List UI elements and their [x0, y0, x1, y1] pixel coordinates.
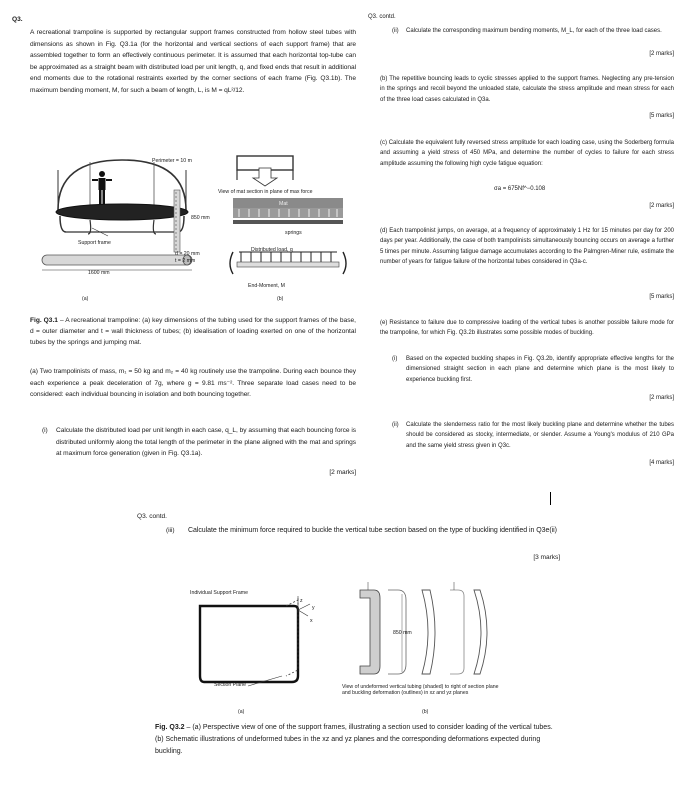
marks-c: [2 marks] [649, 203, 674, 209]
thickness-label: t = 2 mm [175, 258, 196, 264]
mat-label: Mat [279, 201, 288, 207]
end-moment-arrow-icon [343, 252, 346, 274]
tube [42, 255, 192, 265]
distributed-load-arrows [239, 252, 337, 262]
buckling-shapes [350, 578, 510, 683]
axis-y [298, 604, 310, 610]
contd-label: Q3. contd. [368, 14, 396, 20]
part-c: (c) Calculate the equivalent fully reversed stress amplitude for each loading case, using the Soderberg formula and assuming a yield stress of 450 MPa, and determine the number of cycles to failure for each stress amplitude assuming the following high cycle fatigue equation: [380, 140, 674, 167]
marks-e-ii: [4 marks] [649, 460, 674, 466]
part-e: (e) Resistance to failure due to compressive loading of the vertical tubes is another possible failure mode for the trampoline, for which Fig. Q3.2b illustrates some possible modes of buckling. [380, 320, 674, 337]
mat [56, 204, 188, 220]
length-label: 1600 mm [88, 270, 110, 276]
marks-d: [5 marks] [649, 294, 674, 300]
beam-idealisation-figure [215, 152, 365, 284]
caption-label: Fig. Q3.1 [30, 317, 58, 324]
axis-x-label: x [310, 618, 313, 624]
axis-z-label: z [300, 598, 303, 604]
fig-b-label-bottom: (b) [422, 709, 429, 715]
support-frame-perspective [186, 596, 336, 706]
trampoline-figure [30, 150, 200, 290]
axis-x [298, 610, 308, 616]
part-ii: Calculate the corresponding maximum bending moments, M_L, for each of the three load cases. [406, 28, 662, 34]
part-iii: Calculate the minimum force required to buckle the vertical tube section based on the type of buckling identified in Q3e(ii) [188, 527, 557, 534]
part-e-i-label: (i) [392, 356, 398, 362]
question-number: Q3. [12, 16, 23, 23]
part-e-i: Based on the expected buckling shapes in Fig. Q3.2b, identify appropriate effective lengths for the dimensioned straight section in each plane and determine which plane is the most likely to experience buckling first. [406, 356, 674, 383]
part-e-ii-label: (ii) [392, 422, 399, 428]
question-a-i: Calculate the distributed load per unit length in each case, q_L, by assuming that each bouncing force is distributed uniformly along the total length of the perimeter in the plane aligned with the mat and springs at maximum force generation (given in Fig. Q3.1a). [56, 427, 356, 458]
end-moment-arrow-icon [230, 252, 233, 274]
fig-b-label: (b) [277, 296, 284, 302]
undeformed-tube [360, 590, 380, 674]
frame-outline [200, 606, 298, 682]
contd-label-bottom: Q3. contd. [137, 513, 167, 520]
text-cursor [550, 492, 551, 505]
marks-a-i: [2 marks] [329, 469, 356, 476]
part-iii-label: (iii) [166, 527, 175, 534]
buckled-yz-outline [474, 590, 487, 674]
fig-b-note: View of undeformed vertical tubing (shaded) to right of section plane and buckling deformation (outlines) in xz and yz planes [342, 684, 499, 697]
person-icon [92, 171, 112, 204]
tube-height-label: 850 mm [393, 630, 412, 636]
undeformed-tube-yz [450, 590, 464, 674]
question-a-i-label: (i) [42, 427, 48, 434]
intro-paragraph: A recreational trampoline is supported by rectangular support frames constructed from hollow steel tubes with dimensions as shown in Fig. Q3.1a (for the horizontal and vertical sections of each support frame) that are assembled together to form an effectively continuous perimeter. It is assumed that each horizontal top-tube can be approximated as a straight beam with distributed load per unit length, q, and fixed ends that result in additional end moments due to the rotational restraints exerted by the corner sections of each frame (Fig. Q3.1b). The maximum bending moment, M, for such a beam of length, L, is M = qL²/12. [30, 29, 356, 94]
support-frame-label: Support frame [78, 240, 111, 246]
part-e-ii: Calculate the slenderness ratio for the most likely buckling plane and determine whether the tubes should be considered as stocky, intermediate, or slender. Assume a Young's modulus of 210 GPa and the same yield stress given in Q3c. [406, 422, 674, 449]
question-a: (a) Two trampolinists of mass, m₁ = 50 kg and m₂ = 40 kg routinely use the trampoline. During each bounce they each experience a peak deceleration of 7g, where g = 9.81 ms⁻². Three separate load cases need to be considered: each individual bouncing in isolation and both bouncing together. [30, 368, 356, 399]
section-plane [286, 600, 298, 676]
marks-iii: [3 marks] [533, 554, 560, 561]
part-b: (b) The repetitive bouncing leads to cyclic stresses applied to the support frames. Neglecting any pre-tension in the springs and recoil beyond the unloaded state, calculate the stress amplitude and mean stress for each of the three load cases calculated in Q3a. [380, 76, 674, 103]
end-moment-label: End-Moment, M [248, 283, 285, 289]
perimeter-label: Perimeter = 10 m [152, 158, 192, 164]
mat-strip [233, 198, 343, 208]
vertical-tube [174, 190, 180, 252]
section-plane-label: Section Plane [214, 682, 247, 688]
buckled-xz-outline [422, 590, 435, 674]
fig-q3-1-caption [30, 315, 356, 349]
beam [237, 262, 339, 267]
net-arch [58, 160, 186, 210]
fig-a-label-bottom: (a) [238, 709, 245, 715]
fig-a-label: (a) [82, 296, 89, 302]
fig-q3-2-caption [155, 722, 555, 759]
caption-text-bottom: – (a) Perspective view of one of the support frames, illustrating a section used to consider loading of the vertical tubes. (b) Schematic illustrations of undeformed tubes in the xz and yz planes and the corresponding deformations expected during buckling. [155, 724, 553, 756]
marks-ii: [2 marks] [649, 51, 674, 57]
fatigue-equation: σa = 675Nf^−0.108 [494, 186, 546, 192]
part-ii-label: (ii) [392, 28, 399, 34]
caption-text: – A recreational trampoline: (a) key dimensions of the tubing used for the support frames of the base, d = outer diameter and t = wall thickness of tubes; (b) idealisation of loading exerted on one of the horizontal tubes by the springs and jumping mat. [30, 317, 356, 347]
marks-e-i: [2 marks] [649, 395, 674, 401]
frame-title: Individual Support Frame [190, 590, 248, 596]
axis-y-label: y [312, 605, 315, 611]
part-d: (d) Each trampolinist jumps, on average, at a frequency of approximately 1 Hz for 15 minutes per day for 200 days per year. Additionally, the case of both trampolinists simultaneously bouncing occurs on average a further 5 times per minute. Assuming fatigue damage accumulates according to the Palmgren-Miner rule, estimate the number of years for fatigue failure of the horizontal tubes considered in Q3a-c. [380, 228, 674, 266]
distributed-load-label: Distributed load, q [251, 247, 293, 253]
springs-label: springs [285, 230, 302, 236]
marks-b: [5 marks] [649, 113, 674, 119]
diameter-label: d = 20 mm [175, 251, 200, 257]
height-label: 850 mm [191, 215, 210, 221]
tube-section [233, 220, 343, 224]
view-label: View of mat section in plane of max force [218, 189, 313, 195]
caption-label-bottom: Fig. Q3.2 [155, 724, 185, 731]
